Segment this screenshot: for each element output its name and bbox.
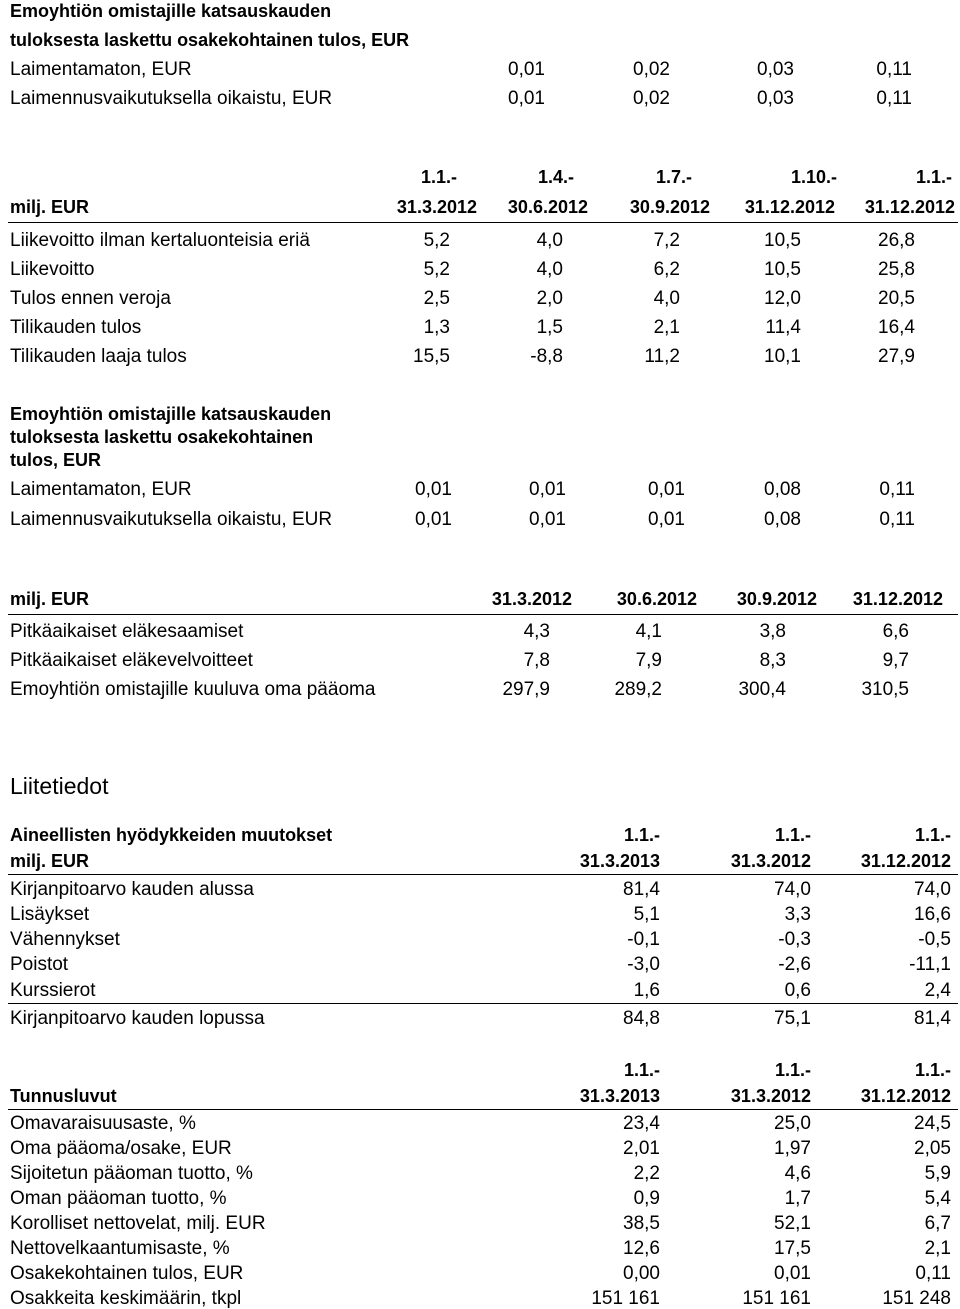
sec6-cell: 17,5: [774, 1238, 811, 1259]
sec5-total-rule: [8, 1003, 958, 1004]
sec3-title-line: tulos, EUR: [10, 450, 102, 470]
sec6-cell: 2,2: [633, 1163, 660, 1184]
sec6-header-rule: [8, 1109, 958, 1110]
sec3-cell: 0,08: [764, 479, 801, 500]
sec4-header: 31.12.2012: [852, 589, 943, 609]
sec4-row-label: Pitkäaikaiset eläkevelvoitteet: [10, 650, 253, 671]
notes-heading: Liitetiedot: [10, 773, 109, 799]
sec3-cell: 0,01: [648, 509, 685, 530]
sec2-header-bottom: 31.3.2012: [396, 197, 477, 217]
sec5-cell: 5,1: [633, 904, 660, 925]
sec3-cell: 0,11: [879, 479, 915, 500]
sec5-cell: 74,0: [774, 879, 811, 900]
sec6-cell: 5,4: [924, 1188, 951, 1209]
sec6-cell: 1,7: [784, 1188, 811, 1209]
sec4-cell: 7,9: [635, 650, 662, 671]
sec4-row-label: Emoyhtiön omistajille kuuluva oma pääoma: [10, 679, 376, 700]
sec6-cell: 0,11: [915, 1263, 951, 1284]
sec1-title-line2: tuloksesta laskettu osakekohtainen tulos, EUR: [10, 30, 410, 50]
sec5-cell: 81,4: [623, 879, 660, 900]
sec6-cell: 25,0: [774, 1113, 811, 1134]
sec2-cell: 16,4: [878, 317, 915, 338]
sec3-cell: 0,01: [529, 509, 566, 530]
sec6-cell: 24,5: [914, 1113, 951, 1134]
sec4-cell: 300,4: [738, 679, 786, 700]
sec6-cell: 12,6: [623, 1238, 660, 1259]
sec5-cell: -3,0: [627, 954, 660, 975]
sec4-header-rule: [8, 614, 958, 615]
sec5-row-label: Lisäykset: [10, 904, 90, 925]
sec2-unit: milj. EUR: [10, 197, 90, 217]
sec4-cell: 9,7: [882, 650, 909, 671]
sec5-header-bottom: 31.3.2012: [730, 851, 811, 871]
sec2-cell: 5,2: [423, 230, 450, 251]
sec2-header-top: 1.10.-: [790, 167, 837, 187]
sec2-row-label: Liikevoitto ilman kertaluonteisia eriä: [10, 230, 310, 251]
sec3-row-label: Laimennusvaikutuksella oikaistu, EUR: [10, 509, 333, 530]
sec1-cell: 0,11: [876, 59, 912, 80]
sec5-header-rule: [8, 874, 958, 875]
sec5-title: Aineellisten hyödykkeiden muutokset: [10, 825, 333, 845]
sec2-cell: 10,5: [764, 259, 801, 280]
sec2-header-bottom: 31.12.2012: [864, 197, 955, 217]
sec2-header-top: 1.4.-: [537, 167, 574, 187]
sec2-cell: 2,0: [536, 288, 563, 309]
sec4-unit: milj. EUR: [10, 589, 90, 609]
sec4-header: 30.6.2012: [616, 589, 697, 609]
sec2-cell: 15,5: [413, 346, 450, 367]
sec5-cell: -0,5: [918, 929, 951, 950]
sec3-title-line: tuloksesta laskettu osakekohtainen: [10, 427, 314, 447]
sec5-header-bottom: 31.12.2012: [860, 851, 951, 871]
sec2-cell: 12,0: [764, 288, 801, 309]
sec5-cell: 74,0: [914, 879, 951, 900]
sec5-header-top: 1.1.-: [774, 825, 811, 845]
sec5-row-label: Kurssierot: [10, 980, 96, 1001]
sec2-header-top: 1.7.-: [655, 167, 692, 187]
sec5-cell: 81,4: [914, 1008, 951, 1029]
sec2-cell: 6,2: [653, 259, 680, 280]
sec2-cell: 11,2: [644, 346, 680, 367]
sec5-cell: 3,3: [784, 904, 811, 925]
sec3-cell: 0,11: [879, 509, 915, 530]
sec6-cell: 2,05: [914, 1138, 951, 1159]
sec2-cell: 10,1: [764, 346, 801, 367]
sec4-cell: 289,2: [614, 679, 662, 700]
sec5-cell: 84,8: [623, 1008, 660, 1029]
sec6-row-label: Osakekohtainen tulos, EUR: [10, 1263, 244, 1284]
sec5-row-label: Poistot: [10, 954, 69, 975]
sec6-cell: 0,9: [633, 1188, 660, 1209]
sec6-cell: 2,1: [924, 1238, 951, 1259]
sec2-cell: 2,1: [653, 317, 680, 338]
sec2-header-bottom: 31.12.2012: [744, 197, 835, 217]
sec5-row-label: Vähennykset: [10, 929, 120, 950]
sec6-header-bottom: 31.12.2012: [860, 1086, 951, 1106]
sec2-cell: 11,4: [765, 317, 801, 338]
sec2-cell: -8,8: [530, 346, 563, 367]
sec1-row-label: Laimentamaton, EUR: [10, 59, 192, 80]
sec4-header: 31.3.2012: [491, 589, 572, 609]
sec3-cell: 0,01: [529, 479, 566, 500]
sec6-row-label: Korolliset nettovelat, milj. EUR: [10, 1213, 266, 1234]
sec2-cell: 2,5: [423, 288, 450, 309]
sec6-cell: 151 161: [742, 1288, 811, 1309]
sec2-cell: 1,5: [536, 317, 563, 338]
sec1-cell: 0,03: [757, 59, 794, 80]
sec3-cell: 0,01: [415, 509, 452, 530]
sec4-cell: 7,8: [523, 650, 550, 671]
sec6-cell: 52,1: [774, 1213, 811, 1234]
sec2-row-label: Tulos ennen veroja: [10, 288, 171, 309]
sec1-cell: 0,11: [876, 88, 912, 109]
sec1-cell: 0,02: [633, 88, 670, 109]
sec3-row-label: Laimentamaton, EUR: [10, 479, 192, 500]
sec5-cell: 1,6: [633, 980, 660, 1001]
sec6-cell: 1,97: [774, 1138, 811, 1159]
sec5-unit: milj. EUR: [10, 851, 90, 871]
sec5-cell: -0,3: [778, 929, 811, 950]
sec6-cell: 38,5: [623, 1213, 660, 1234]
sec5-cell: 2,4: [924, 980, 951, 1001]
sec4-cell: 3,8: [759, 621, 786, 642]
sec6-row-label: Nettovelkaantumisaste, %: [10, 1238, 230, 1259]
sec2-cell: 5,2: [423, 259, 450, 280]
sec6-header-bottom: 31.3.2013: [579, 1086, 660, 1106]
sec5-header-top: 1.1.-: [914, 825, 951, 845]
sec2-cell: 7,2: [653, 230, 680, 251]
sec2-header-top: 1.1.-: [420, 167, 457, 187]
sec6-row-label: Omavaraisuusaste, %: [10, 1113, 196, 1134]
sec4-cell: 4,3: [523, 621, 550, 642]
sec5-cell: 0,6: [784, 980, 811, 1001]
sec6-cell: 5,9: [924, 1163, 951, 1184]
sec5-row-label: Kirjanpitoarvo kauden lopussa: [10, 1008, 265, 1029]
sec4-cell: 297,9: [502, 679, 550, 700]
sec2-header-top: 1.1.-: [915, 167, 952, 187]
sec2-row-label: Tilikauden laaja tulos: [10, 346, 187, 367]
sec5-header-top: 1.1.-: [623, 825, 660, 845]
sec3-title-line: Emoyhtiön omistajille katsauskauden: [10, 404, 332, 424]
sec4-header: 30.9.2012: [736, 589, 817, 609]
sec2-header-bottom: 30.6.2012: [507, 197, 588, 217]
sec2-cell: 26,8: [878, 230, 915, 251]
sec1-row-label: Laimennusvaikutuksella oikaistu, EUR: [10, 88, 333, 109]
sec6-header-top: 1.1.-: [774, 1060, 811, 1080]
sec2-cell: 25,8: [878, 259, 915, 280]
sec3-cell: 0,08: [764, 509, 801, 530]
sec6-row-label: Oman pääoman tuotto, %: [10, 1188, 227, 1209]
sec6-row-label: Osakkeita keskimäärin, tkpl: [10, 1288, 242, 1309]
sec5-cell: -0,1: [627, 929, 660, 950]
sec5-cell: 16,6: [914, 904, 951, 925]
sec6-header-bottom: 31.3.2012: [730, 1086, 811, 1106]
sec1-cell: 0,01: [508, 59, 545, 80]
sec1-title-line1: Emoyhtiön omistajille katsauskauden: [10, 1, 332, 21]
sec6-title: Tunnusluvut: [10, 1086, 117, 1106]
sec4-cell: 4,1: [635, 621, 662, 642]
sec2-cell: 27,9: [878, 346, 915, 367]
sec2-cell: 1,3: [423, 317, 450, 338]
sec6-cell: 0,01: [774, 1263, 811, 1284]
sec6-cell: 0,00: [623, 1263, 660, 1284]
sec6-cell: 6,7: [924, 1213, 951, 1234]
sec2-cell: 4,0: [653, 288, 680, 309]
sec6-header-top: 1.1.-: [914, 1060, 951, 1080]
sec5-header-bottom: 31.3.2013: [579, 851, 660, 871]
sec6-cell: 2,01: [623, 1138, 660, 1159]
sec5-cell: 75,1: [774, 1008, 811, 1029]
sec1-cell: 0,03: [757, 88, 794, 109]
sec5-cell: -11,1: [909, 954, 951, 975]
sec4-cell: 8,3: [759, 650, 786, 671]
sec2-row-label: Liikevoitto: [10, 259, 95, 280]
sec2-cell: 20,5: [878, 288, 915, 309]
sec2-row-label: Tilikauden tulos: [10, 317, 142, 338]
sec4-cell: 6,6: [882, 621, 909, 642]
sec6-cell: 151 248: [882, 1288, 951, 1309]
sec3-cell: 0,01: [415, 479, 452, 500]
sec2-cell: 10,5: [764, 230, 801, 251]
sec6-header-top: 1.1.-: [623, 1060, 660, 1080]
sec2-cell: 4,0: [536, 230, 563, 251]
sec6-row-label: Sijoitetun pääoman tuotto, %: [10, 1163, 253, 1184]
sec1-cell: 0,01: [508, 88, 545, 109]
sec2-cell: 4,0: [536, 259, 563, 280]
sec6-cell: 4,6: [784, 1163, 811, 1184]
sec2-header-rule: [8, 222, 958, 223]
sec6-cell: 151 161: [591, 1288, 660, 1309]
sec4-row-label: Pitkäaikaiset eläkesaamiset: [10, 621, 244, 642]
sec6-cell: 23,4: [623, 1113, 660, 1134]
sec6-row-label: Oma pääoma/osake, EUR: [10, 1138, 232, 1159]
sec4-cell: 310,5: [861, 679, 909, 700]
sec1-cell: 0,02: [633, 59, 670, 80]
sec3-cell: 0,01: [648, 479, 685, 500]
sec5-row-label: Kirjanpitoarvo kauden alussa: [10, 879, 254, 900]
sec2-header-bottom: 30.9.2012: [629, 197, 710, 217]
sec5-cell: -2,6: [778, 954, 811, 975]
